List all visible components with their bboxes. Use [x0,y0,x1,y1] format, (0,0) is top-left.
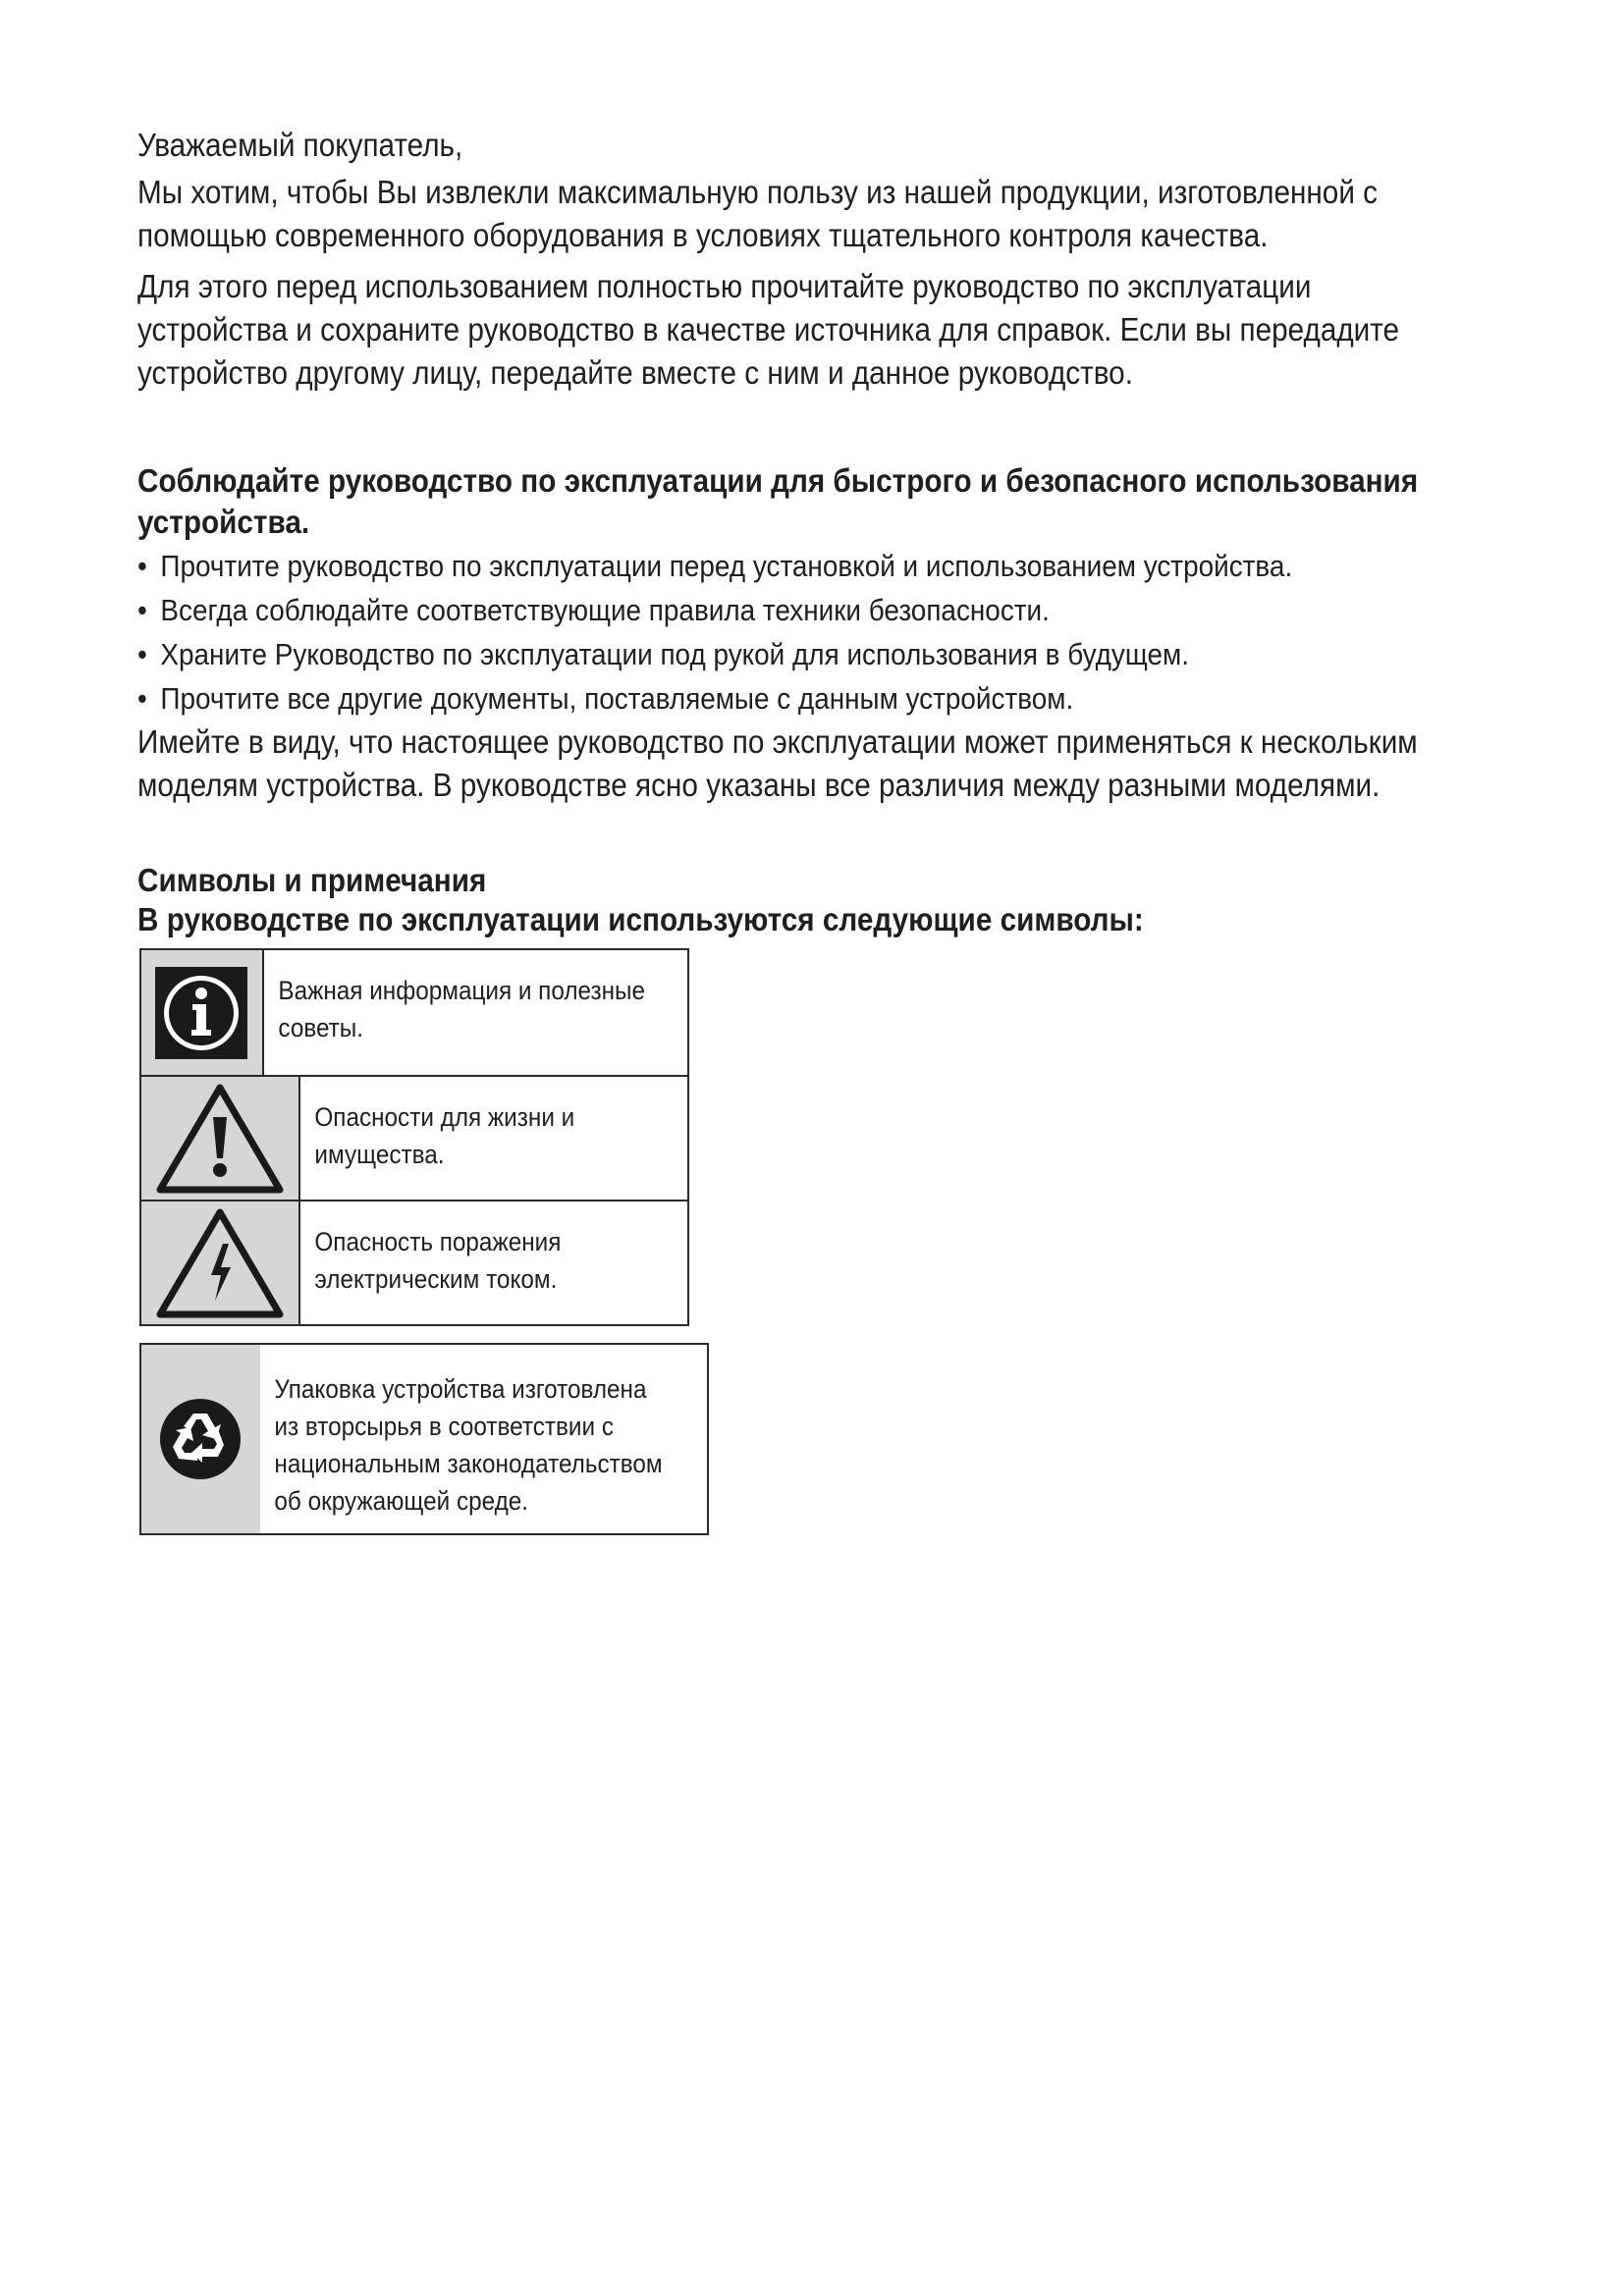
list-item: • Всегда соблюдайте соответствующие правила техники безопасности. [137,588,1292,632]
recycle-text: из вторсырья в соответствии с [274,1412,614,1441]
symbol-text: Опасности для жизни и [314,1102,575,1132]
recycle-icon [159,1398,242,1480]
symbols-subheading: В руководстве по эксплуатации используются следующие символы: [137,901,1144,937]
safety-heading-cont: устройства. [137,504,310,540]
bullet-icon: • [137,593,147,627]
bullet-icon: • [137,637,147,671]
models-note-line: моделям устройства. В руководстве ясно указаны все различия между разными моделями. [137,767,1380,803]
warning-icon [156,1084,284,1194]
symbol-text: Опасность поражения [314,1227,562,1256]
bullet-icon: • [137,549,147,583]
symbol-text: Важная информация и полезные [278,976,645,1005]
models-note-line: Имейте в виду, что настоящее руководство по эксплуатации может применяться к нескольким [137,723,1418,760]
instructions-line: устройства и сохраните руководство в качестве источника для справок. Если вы передадите [137,311,1400,347]
bullet-icon: • [137,681,147,716]
electric-shock-icon [156,1208,284,1318]
symbols-heading: Символы и примечания [137,862,487,898]
symbols-table [139,948,689,1326]
list-item: • Храните Руководство по эксплуатации под рукой для использования в будущем. [137,632,1292,676]
intro-paragraph [137,171,1378,257]
greeting: Уважаемый покупатель, [137,127,463,163]
recycle-text: национальным законодательством [274,1449,663,1478]
symbol-text: электрическим током. [314,1264,558,1294]
symbol-row-electric [141,1200,687,1324]
recycle-note [139,1343,709,1535]
symbol-row-info [141,950,687,1075]
list-item: • Прочтите руководство по эксплуатации перед установкой и использованием устройства. [137,544,1292,588]
safety-bullet-list [137,544,1292,721]
info-icon [155,967,247,1059]
intro-line: помощью современного оборудования в условиях тщательного контроля качества. [137,217,1269,253]
recycle-text: об окружающей среде. [274,1486,528,1516]
symbol-row-warning [141,1075,687,1200]
safety-heading: Соблюдайте руководство по эксплуатации для быстрого и безопасного использования [137,462,1419,499]
list-item: • Прочтите все другие документы, поставляемые с данным устройством. [137,676,1292,721]
intro-line: Мы хотим, чтобы Вы извлекли максимальную пользу из нашей продукции, изготовленной с [137,174,1379,210]
instructions-line: устройство другому лицу, передайте вместе с ним и данное руководство. [137,354,1133,391]
symbol-text: советы. [278,1013,363,1042]
instructions-paragraph [137,265,1399,395]
recycle-text: Упаковка устройства изготовлена [274,1374,647,1404]
models-note [137,721,1418,807]
instructions-line: Для этого перед использованием полностью прочитайте руководство по эксплуатации [137,268,1312,304]
symbol-text: имущества. [314,1140,445,1169]
